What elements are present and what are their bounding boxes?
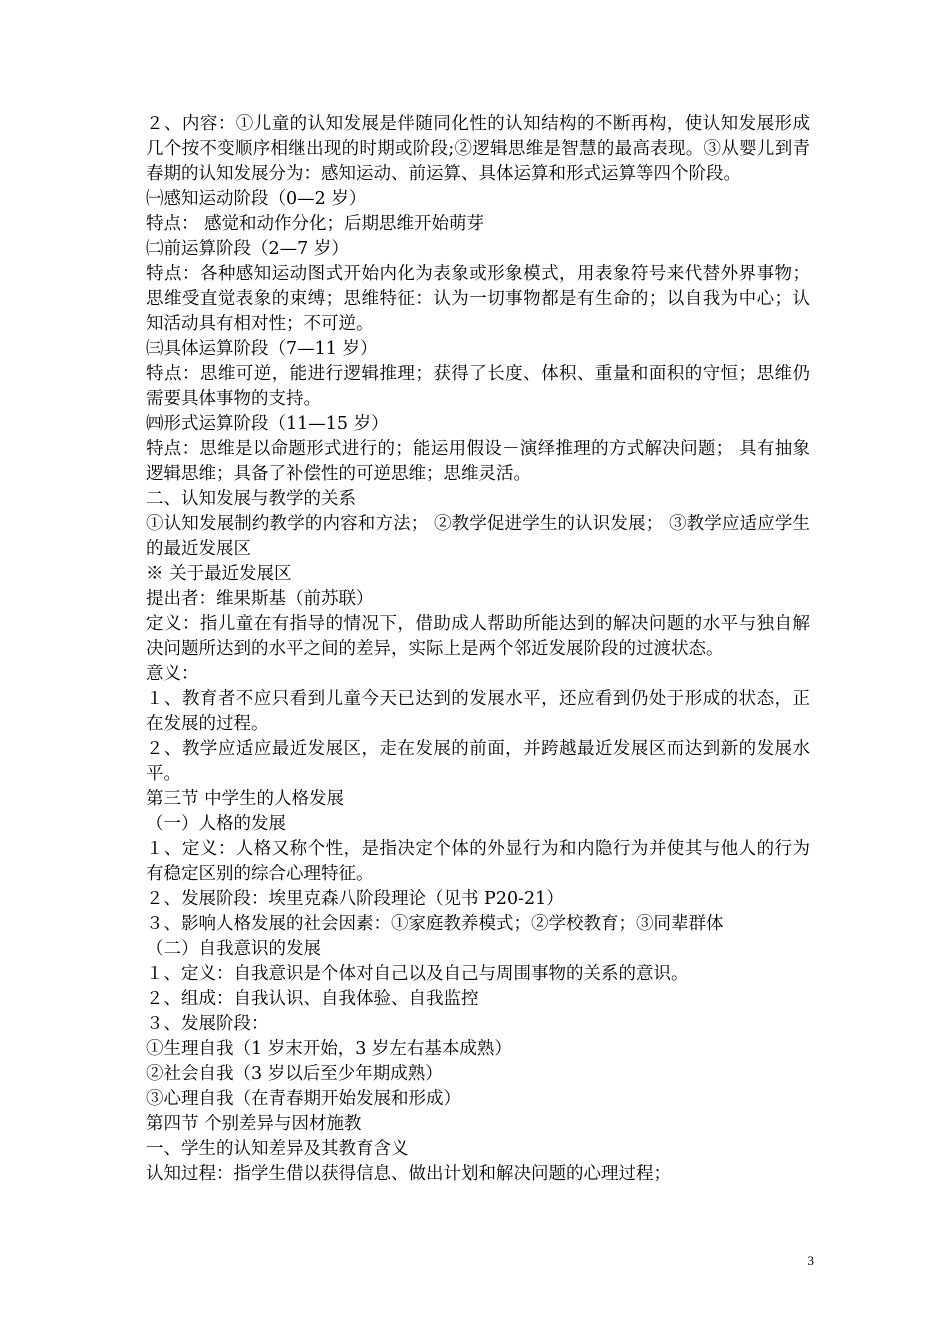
paragraph: ２、发展阶段：埃里克森八阶段理论（见书 P20-21）	[146, 889, 564, 909]
paragraph: ㈢具体运算阶段（7—11 岁）	[146, 339, 378, 359]
section-heading: 二、认知发展与教学的关系	[146, 489, 356, 509]
paragraph: ㈣形式运算阶段（11—15 岁）	[146, 414, 389, 434]
paragraph: ３、发展阶段：	[146, 1014, 269, 1034]
paragraph: １、定义：人格又称个性，是指决定个体的外显行为和内隐行为并使其与他人的行为有稳定区别的综合心理特征。	[146, 839, 810, 884]
paragraph: 特点：各种感知运动图式开始内化为表象或形象模式，用表象符号来代替外界事物；思维受直觉表象的束缚；思维特征：认为一切事物都是有生命的；以自我为中心；认知活动具有相对性；不可逆。	[146, 264, 810, 334]
paragraph: ２、教学应适应最近发展区，走在发展的前面，并跨越最近发展区而达到新的发展水平。	[146, 739, 810, 784]
page-number: 3	[807, 1253, 814, 1268]
paragraph: １、定义：自我意识是个体对自己以及自己与周围事物的关系的意识。	[146, 964, 689, 984]
paragraph: ２、内容：①儿童的认知发展是伴随同化性的认知结构的不断再构，使认知发展形成几个按不变顺序相继出现的时期或阶段;②逻辑思维是智慧的最高表现。③从婴儿到青春期的认知发展分为：感知运动、前运算、具体运算和形式运算等四个阶段。	[146, 114, 810, 184]
paragraph: 意义：	[146, 664, 199, 684]
paragraph: 认知过程：指学生借以获得信息、做出计划和解决问题的心理过程；	[146, 1164, 671, 1184]
subsection-heading: （二）自我意识的发展	[146, 939, 321, 959]
section-heading: 第三节 中学生的人格发展	[146, 789, 345, 809]
paragraph: ①生理自我（1 岁末开始，3 岁左右基本成熟）	[146, 1039, 512, 1059]
paragraph: 特点：思维可逆，能进行逻辑推理；获得了长度、体积、重量和面积的守恒；思维仍需要具体事物的支持。	[146, 364, 810, 409]
paragraph: ㈡前运算阶段（2—7 岁）	[146, 239, 349, 259]
paragraph: 定义：指儿童在有指导的情况下，借助成人帮助所能达到的解决问题的水平与独自解决问题所达到的水平之间的差异，实际上是两个邻近发展阶段的过渡状态。	[146, 614, 810, 659]
paragraph: ２、组成：自我认识、自我体验、自我监控	[146, 989, 479, 1009]
paragraph: ㈠感知运动阶段（0—2 岁）	[146, 189, 367, 209]
paragraph: 提出者：维果斯基（前苏联）	[146, 589, 374, 609]
paragraph: 特点：思维是以命题形式进行的；能运用假设－演绎推理的方式解决问题； 具有抽象逻辑思维；具备了补偿性的可逆思维；思维灵活。	[146, 439, 810, 484]
document-body	[146, 112, 810, 1187]
paragraph: ③心理自我（在青春期开始发展和形成）	[146, 1089, 461, 1109]
paragraph: 特点： 感觉和动作分化；后期思维开始萌芽	[146, 214, 485, 234]
paragraph: ①认知发展制约教学的内容和方法； ②教学促进学生的认识发展； ③教学应适应学生的最近发展区	[146, 514, 810, 559]
subsection-heading: 一、学生的认知差异及其教育含义	[146, 1139, 409, 1159]
section-heading: 第四节 个别差异与因材施教	[146, 1114, 362, 1134]
paragraph: ②社会自我（3 岁以后至少年期成熟）	[146, 1064, 443, 1084]
subsection-heading: （一）人格的发展	[146, 814, 286, 834]
paragraph: ３、影响人格发展的社会因素：①家庭教养模式；②学校教育；③同辈群体	[146, 914, 724, 934]
paragraph: １、教育者不应只看到儿童今天已达到的发展水平，还应看到仍处于形成的状态，正在发展的过程。	[146, 689, 810, 734]
paragraph: ※ 关于最近发展区	[146, 564, 292, 584]
